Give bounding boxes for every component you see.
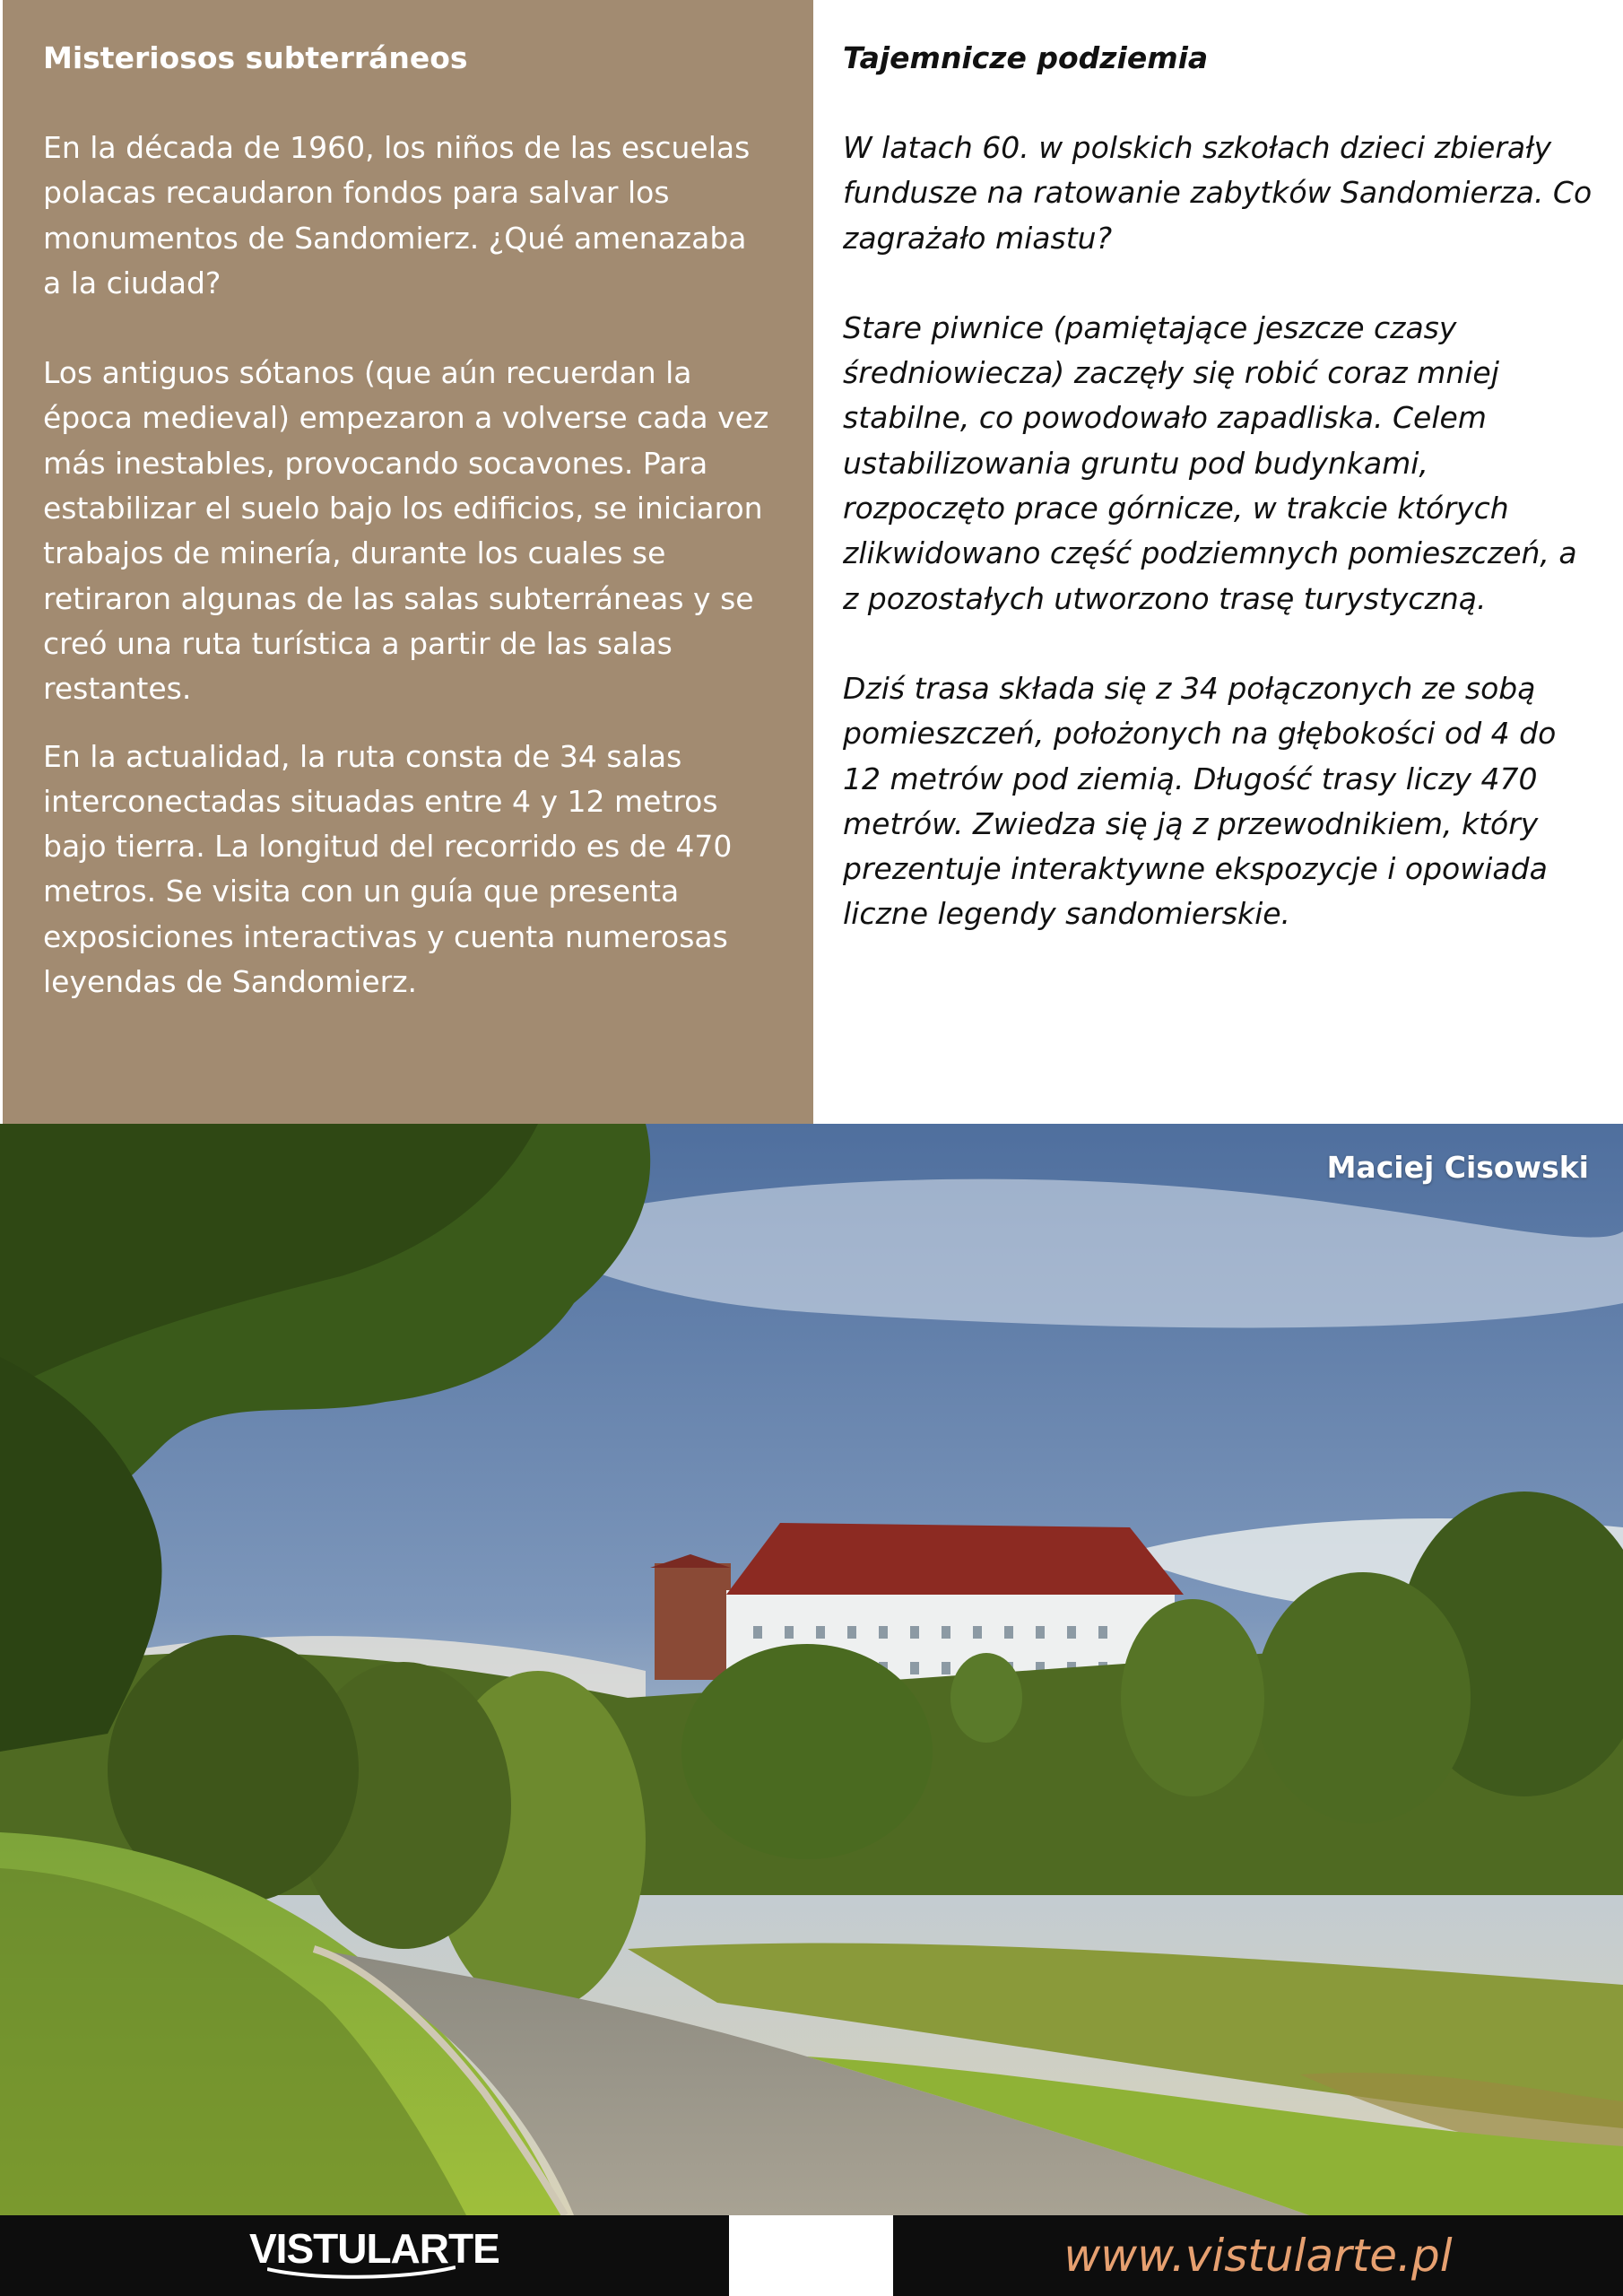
polish-paragraph-3: Dziś trasa składa się z 34 połączonych ze sobą pomieszczeń, położonych na głębokości od 4 do 12 metrów pod ziemią. Długość trasy liczy 470 metrów. Zwiedza się ją z przewodnikiem, który prezentuje interaktywne ekspozycje i opowiada liczne legendy sandomierskie.: [843, 670, 1557, 932]
vistularte-logo[interactable]: [249, 2225, 499, 2282]
logo-wave-icon: [267, 2266, 456, 2280]
spanish-paragraph-3: En la actualidad, la ruta consta de 34 salas interconectadas situadas entre 4 y 12 metros bajo tierra. La longitud del recorrido es de 470 metros. Se visita con un guía que presenta exposiciones interactivas y cuenta numerosas leyendas de Sandomierz.: [43, 738, 733, 1000]
logo-text: VISTULARTE: [249, 2225, 499, 2272]
polish-title: Tajemnicze podziemia: [843, 40, 1209, 75]
spanish-paragraph-2: Los antiguos sótanos (que aún recuerdan la época medieval) empezaron a volverse cada vez más inestables, provocando socavones. Para estabilizar el suelo bajo los edificios, se iniciaron trabajos de minería, durante los cuales se retiraron algunas de las salas subterráneas y se creó una ruta turística a partir de las salas restantes.: [43, 355, 769, 707]
spanish-paragraph-1: En la década de 1960, los niños de las escuelas polacas recaudaron fondos para salvar los monumentos de Sandomierz. ¿Qué amenazaba a la ciudad?: [43, 130, 751, 300]
polish-paragraph-2: Stare piwnice (pamiętające jeszcze czasy średniowiecza) zaczęły się robić coraz mniej stabilne, co powodowało zapadliska. Celem ustabilizowania gruntu pod budynkami, rozpoczęto prace górnicze, w trakcie których zlikwidowano część podziemnych pomieszczeń, a z pozostałych utworzono trasę turystyczną.: [843, 309, 1577, 616]
polish-paragraph-1: W latach 60. w polskich szkołach dzieci zbierały fundusze na ratowanie zabytków Sandomierza. Co zagrażało miastu?: [843, 130, 1593, 256]
polish-column: [813, 0, 1623, 1124]
spanish-title: Misteriosos subterráneos: [43, 40, 468, 75]
photo-credit: Maciej Cisowski: [1326, 1150, 1589, 1185]
website-link[interactable]: www.vistularte.pl: [1063, 2230, 1453, 2282]
spanish-column: [3, 0, 813, 1124]
castle-landscape-photo: [0, 1124, 1623, 2215]
footer-gap: [729, 2215, 893, 2296]
